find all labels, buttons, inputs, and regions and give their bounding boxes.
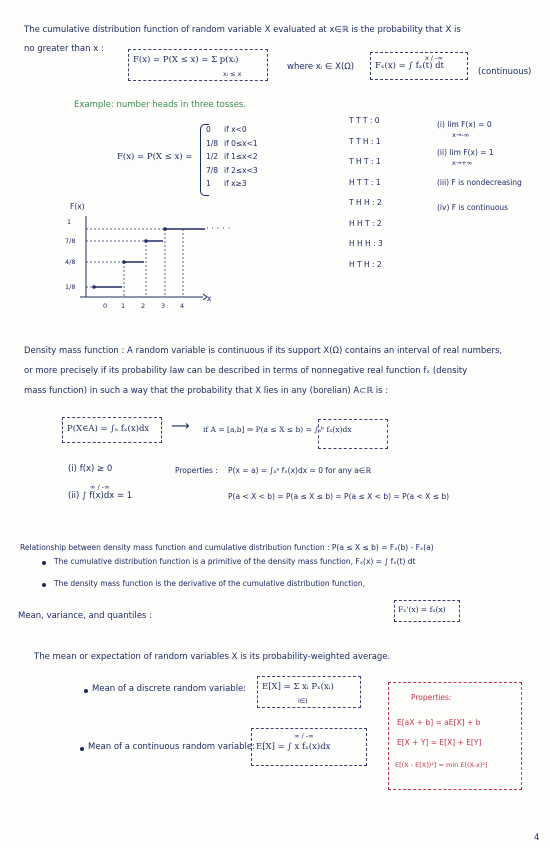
density-line1: Density mass function : A random variable is continuous if its support X(Ω) contains an interval of real numbers,	[24, 346, 503, 356]
graph-xtick-4: 4	[180, 302, 185, 310]
piecewise-value: 1/8	[206, 138, 219, 148]
piecewise-value: 0	[206, 125, 211, 134]
cdf-discrete-formula: F(x) = P(X ≤ x) = Σ p(xᵢ)	[133, 55, 239, 65]
graph-xtick-0: 0	[103, 302, 108, 310]
piecewise-condition: if 1≤x<2	[224, 152, 258, 161]
graph-x-arrow	[203, 294, 207, 300]
bullet-3	[84, 689, 88, 693]
outcome-item: H H T : 2	[349, 218, 382, 228]
cdf-where: where xᵢ ∈ X(Ω)	[287, 62, 355, 72]
graph-ytick-7-8: 7/8	[65, 237, 76, 245]
piecewise-condition: if x<0	[224, 125, 247, 134]
graph-ytick-1-8: 1/8	[65, 283, 76, 291]
density-formula-box	[62, 417, 162, 443]
piecewise-value: 7/8	[206, 165, 219, 175]
outcome-item: T H T : 1	[349, 157, 381, 166]
density-interval-box	[318, 419, 388, 449]
cdf-prop-iii: (iii) F is nondecreasing	[437, 178, 522, 187]
outcome-item: H H H : 3	[349, 239, 383, 248]
bullet-1	[42, 561, 46, 565]
density-line2: or more precisely if its probability law can be described in terms of nonnegative real function fₓ (density	[24, 366, 468, 376]
outcome-item: T T H : 1	[349, 136, 381, 146]
graph-ytick-1: 1	[67, 218, 72, 226]
mean-discrete-formula: E[X] = Σ xᵢ Pₓ(xᵢ)	[262, 682, 334, 692]
cdf-definition-line2: no greater than x :	[24, 44, 104, 54]
example-heading: Example: number heads in three tosses.	[74, 100, 247, 110]
cdf-continuous-limits: x / -∞	[425, 54, 443, 62]
density-prop-point: P(x = a) = ∫ₐᵃ fₓ(x)dx = 0 for any a∈ℝ	[228, 466, 372, 475]
density-prop-ii: (ii) ∫ f(x)dx = 1	[68, 491, 133, 501]
density-props-label: Properties :	[175, 466, 218, 475]
graph-xtick-3: 3	[161, 302, 166, 310]
outcome-item: T T T : 0	[349, 116, 380, 125]
density-line3: mass function) in such a way that the probability that X lies in any (borelian) A⊂ℝ is :	[24, 386, 389, 396]
cdf-continuous-formula: Fₓ(x) = ∫ fₓ(t) dt	[375, 61, 444, 71]
graph-xlabel: x	[207, 294, 212, 303]
bullet-4	[80, 747, 84, 751]
outcome-item: T H H : 2	[349, 198, 382, 207]
density-arrow: ⟶	[171, 419, 190, 434]
density-if-formula: if A = [a,b] ⇒ P(a ≤ X ≤ b) = ∫ₐᵇ fₓ(x)dx	[203, 425, 352, 434]
mean-continuous-box	[251, 728, 367, 766]
relationship-bullet2: The density mass function is the derivative of the cumulative distribution function,	[54, 579, 365, 588]
cdf-prop-ii: (ii) lim F(x) = 1	[437, 148, 494, 157]
properties-title: Properties:	[411, 693, 452, 702]
mean-discrete-label: Mean of a discrete random variable:	[92, 684, 247, 694]
mean-continuous-label: Mean of a continuous random variable:	[88, 742, 255, 752]
density-prop-intervals: P(a < X < b) = P(a ≤ X ≤ b) = P(a ≤ X < b) = P(a < X ≤ b)	[228, 492, 450, 501]
graph-ellipsis: · · · · ·	[206, 224, 231, 234]
outcome-item: H T T : 1	[349, 177, 381, 187]
graph-xtick-1: 1	[121, 302, 126, 310]
mean-continuous-formula: E[X] = ∫ x fₓ(x)dx	[256, 742, 331, 752]
properties-box	[388, 682, 522, 790]
piecewise-condition: if 2≤x<3	[224, 165, 258, 175]
density-prop-ii-limits: ∞ / -∞	[90, 483, 110, 491]
mean-heading: Mean, variance, and quantiles :	[18, 611, 152, 621]
relationship-line: Relationship between density mass function and cumulative distribution function : P(a ≤ X ≤ b) = Fₓ(b) - Fₓ(a)	[20, 543, 434, 552]
property-linearity: E[aX + b] = aE[X] + b	[397, 718, 481, 727]
derivative-formula: Fₓ'(x) = fₓ(x)	[398, 605, 446, 614]
piecewise-condition: if 0≤x<1	[224, 138, 258, 148]
property-additivity: E[X + Y] = E[X] + E[Y]	[397, 738, 482, 747]
piecewise-value: 1/2	[206, 152, 219, 161]
example-cdf-lhs: F(x) = P(X ≤ x) =	[117, 152, 193, 162]
property-min: E[(X - E[X])²] = min E[(X-x)²]	[395, 761, 488, 769]
graph-ylabel: F(x)	[70, 202, 85, 211]
cdf-prop-i-sub: x→-∞	[452, 131, 470, 139]
outcome-item: H T H : 2	[349, 259, 382, 269]
mean-discrete-sub: i∈I	[298, 697, 308, 705]
bullet-2	[42, 583, 46, 587]
piecewise-value: 1	[206, 179, 211, 188]
graph-xtick-2: 2	[141, 302, 146, 310]
cdf-definition-line1: The cumulative distribution function of random variable X evaluated at x∈ℝ is the probability that X is	[24, 25, 461, 35]
density-formula: P(X∈A) = ∫ₐ fₓ(x)dx	[67, 424, 150, 434]
page-number: 4	[534, 833, 540, 843]
graph-ytick-4-8: 4/8	[65, 258, 76, 266]
density-prop-i: (i) f(x) ≥ 0	[68, 464, 113, 474]
mean-line1: The mean or expectation of random variables X is its probability-weighted average.	[34, 652, 391, 662]
mean-discrete-box	[257, 676, 361, 708]
cdf-prop-i: (i) lim F(x) = 0	[437, 120, 492, 129]
relationship-bullet1: The cumulative distribution function is a primitive of the density mass function, Fₓ(x) = ∫ fₓ(t) dt	[54, 557, 416, 566]
derivative-box	[394, 600, 460, 622]
cdf-prop-iv: (iv) F is continuous	[437, 203, 509, 212]
graph-dot-1	[92, 285, 96, 289]
mean-continuous-limits: ∞ / -∞	[294, 732, 314, 740]
cdf-prop-ii-sub: x→+∞	[452, 159, 473, 167]
cdf-continuous-note: (continuous)	[478, 67, 532, 77]
cdf-discrete-sub: xᵢ ≤ x	[223, 70, 242, 78]
piecewise-condition: if x≥3	[224, 179, 247, 188]
